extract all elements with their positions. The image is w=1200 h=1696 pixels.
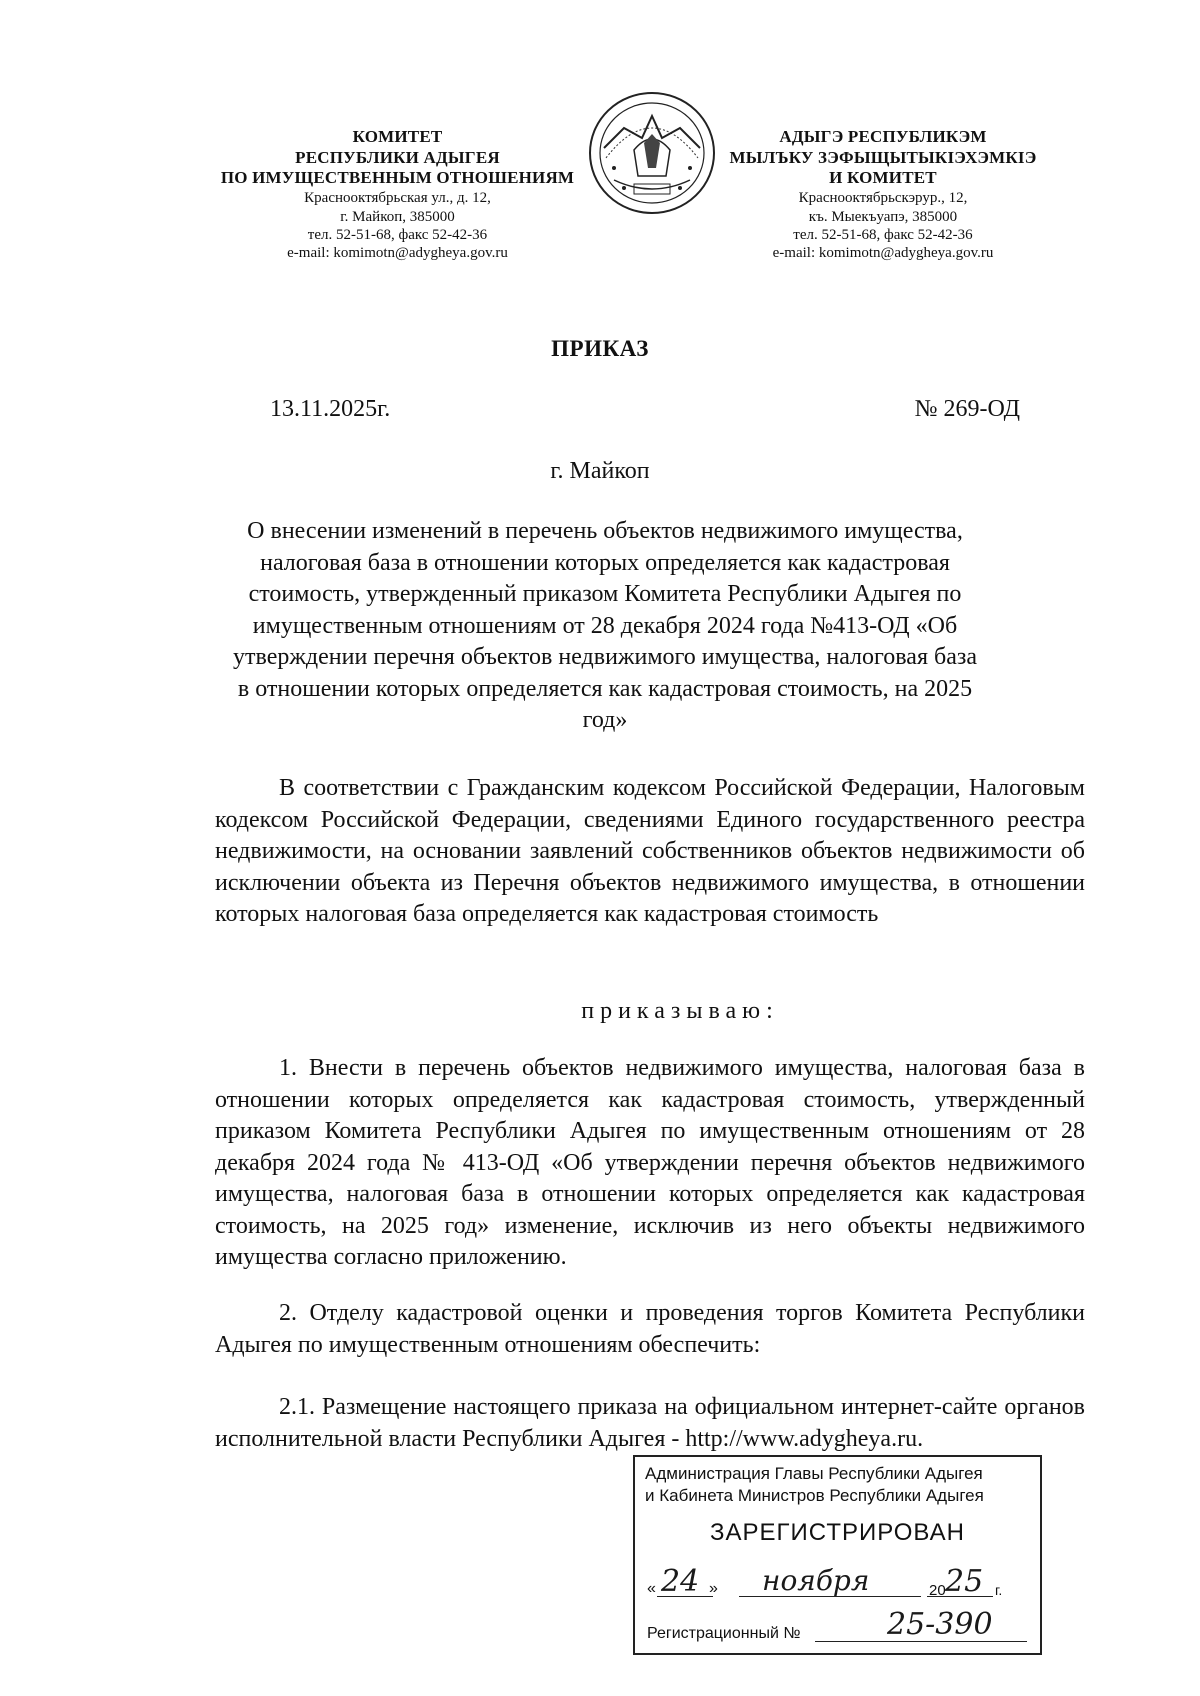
org-address: Краснооктябрьская ул., д. 12, xyxy=(304,190,491,207)
document-date: 13.11.2025г. xyxy=(270,396,391,422)
header-left-block xyxy=(205,127,590,262)
stamp-status: ЗАРЕГИСТРИРОВАН xyxy=(710,1519,965,1546)
underline xyxy=(657,1596,713,1597)
org-city: г. Майкоп, 385000 xyxy=(340,208,455,225)
org-name-line: ПО ИМУЩЕСТВЕННЫМ ОТНОШЕНИЯМ xyxy=(220,168,575,188)
stamp-day: 24 xyxy=(661,1564,700,1599)
item-2-paragraph: 2. Отделу кадастровой оценки и проведения торгов Комитета Республики Адыгея по имущественным отношениям обеспечить: xyxy=(215,1300,1085,1358)
header-right-block xyxy=(718,127,1048,262)
coat-of-arms-icon xyxy=(584,88,720,218)
stamp-date-row xyxy=(647,1564,1032,1604)
quote-close: » xyxy=(709,1580,718,1597)
org-name-line: И КОМИТЕТ xyxy=(829,168,937,188)
document-title: ПРИКАЗ xyxy=(551,336,649,361)
reg-label: Регистрационный № xyxy=(647,1625,801,1642)
stamp-year: 25 xyxy=(945,1564,984,1599)
org-name-line: РЕСПУБЛИКИ АДЫГЕЯ xyxy=(295,147,500,167)
org-name-line: МЫЛЪКУ ЗЭФЫЩЫТЫКIЭХЭМКIЭ xyxy=(729,147,1037,167)
quote-open: « xyxy=(647,1580,656,1597)
org-email: e-mail: komimotn@adygheya.gov.ru xyxy=(287,245,508,262)
document-subject: О внесении изменений в перечень объектов недвижимого имущества, налоговая база в отношении которых определяется как кадастровая стоимость, утвержденный приказом Комитета Республики Адыгея по имущественным отношениям от 28 декабря 2024 года №413-ОД «Об утверждении перечня объектов недвижимого имущества, налоговая база в отношении которых определяется как кадастровая стоимость, на 2025 год» xyxy=(233,518,977,733)
item-1-paragraph: 1. Внести в перечень объектов недвижимого имущества, налоговая база в отношении которых определяется как кадастровая стоимость, утвержденный приказом Комитета Республики Адыгея по имущественным отношениям от 28 декабря 2024 года № 413-ОД «Об утверждении перечня объектов недвижимого имущества, налоговая база в отношении которых определяется как кадастровая стоимость, на 2025 год» изменение, исключив из него объекты недвижимого имущества согласно приложению. xyxy=(215,1055,1085,1270)
org-name-line: АДЫГЭ РЕСПУБЛИКЭМ xyxy=(779,127,987,146)
underline xyxy=(739,1596,921,1597)
intro-paragraph: В соответствии с Гражданским кодексом Российской Федерации, Налоговым кодексом Российской Федерации, сведениями Единого государственного реестра недвижимости, на основании заявлений собственников объектов недвижимости об исключении объекта из Перечня объектов недвижимого имущества, в отношении которых налоговая база определяется как кадастровая стоимость xyxy=(215,775,1085,927)
document-number: № 269-ОД xyxy=(914,396,1020,422)
org-name-line: КОМИТЕТ xyxy=(352,127,443,146)
registration-stamp xyxy=(633,1455,1042,1655)
stamp-month: ноября xyxy=(762,1564,870,1597)
org-address: Краснооктябрьскэрур., 12, xyxy=(798,190,968,207)
org-phone: тел. 52-51-68, факс 52-42-36 xyxy=(307,226,488,243)
item-2-1-paragraph: 2.1. Размещение настоящего приказа на официальном интернет-сайте органов исполнительной власти Республики Адыгея - http://www.adygheya.ru. xyxy=(215,1394,1085,1452)
year-suffix-g: г. xyxy=(995,1582,1003,1598)
stamp-reg-row xyxy=(647,1607,1032,1647)
document-city: г. Майкоп xyxy=(550,458,650,484)
underline xyxy=(927,1596,993,1597)
underline xyxy=(815,1641,1027,1642)
reg-number: 25-390 xyxy=(887,1607,993,1642)
stamp-org-line: Администрация Главы Республики Адыгея xyxy=(645,1464,983,1483)
year-prefix: 20 xyxy=(929,1582,946,1599)
org-email: e-mail: komimotn@adygheya.gov.ru xyxy=(772,245,994,262)
org-city: къ. Мыекъуапэ, 385000 xyxy=(808,208,958,225)
order-word: приказываю: xyxy=(581,998,779,1024)
stamp-org-line: и Кабинета Министров Республики Адыгея xyxy=(645,1486,984,1505)
org-phone: тел. 52-51-68, факс 52-42-36 xyxy=(793,226,973,243)
